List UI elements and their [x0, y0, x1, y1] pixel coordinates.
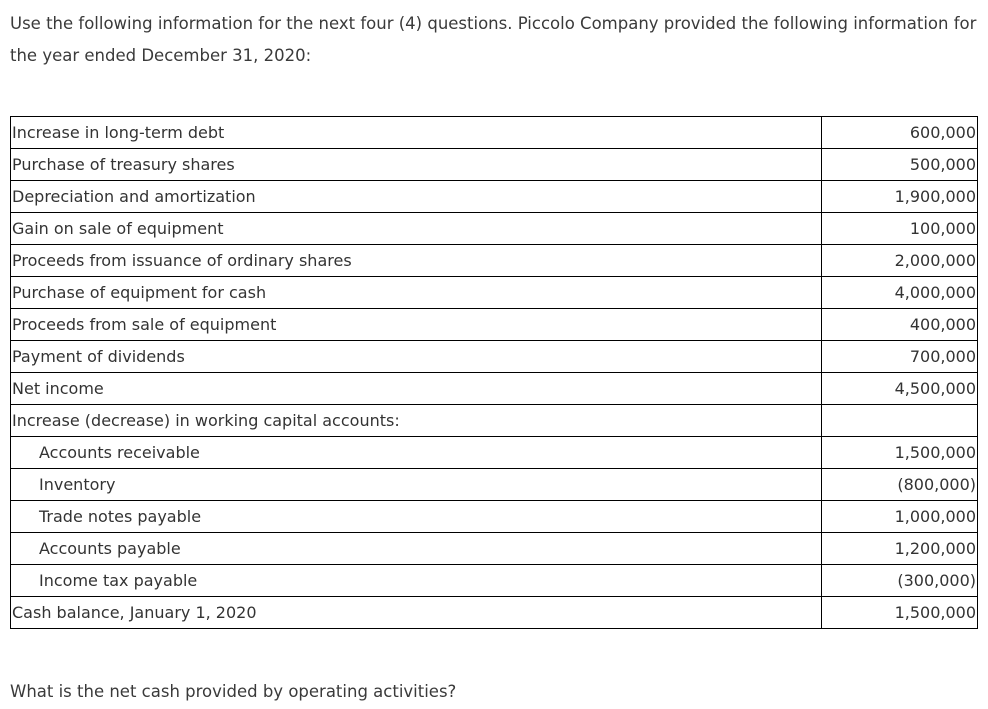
row-value: 1,200,000 — [822, 533, 978, 565]
question-text: What is the net cash provided by operating activities? — [10, 682, 457, 701]
table-row — [11, 277, 978, 309]
table-row-section-header — [11, 405, 978, 437]
row-value: 1,900,000 — [822, 181, 978, 213]
row-value: 400,000 — [822, 309, 978, 341]
intro-line-2: the year ended December 31, 2020: — [10, 46, 312, 65]
row-value: 2,000,000 — [822, 245, 978, 277]
row-label: Income tax payable — [11, 565, 822, 597]
financial-data-table — [10, 116, 978, 629]
row-label: Net income — [11, 373, 822, 405]
row-label: Accounts payable — [11, 533, 822, 565]
row-value: 100,000 — [822, 213, 978, 245]
row-value: (300,000) — [822, 565, 978, 597]
row-label: Depreciation and amortization — [11, 181, 822, 213]
row-label: Proceeds from sale of equipment — [11, 309, 822, 341]
table-row — [11, 533, 978, 565]
table-row — [11, 341, 978, 373]
row-label: Gain on sale of equipment — [11, 213, 822, 245]
row-label: Accounts receivable — [11, 437, 822, 469]
table-row — [11, 469, 978, 501]
intro-line-1: Use the following information for the next four (4) questions. Piccolo Company provided the following information for — [10, 14, 977, 33]
row-label: Increase in long-term debt — [11, 117, 822, 149]
row-label: Purchase of equipment for cash — [11, 277, 822, 309]
row-value: 700,000 — [822, 341, 978, 373]
row-label: Proceeds from issuance of ordinary shares — [11, 245, 822, 277]
row-label: Payment of dividends — [11, 341, 822, 373]
row-value: 1,500,000 — [822, 597, 978, 629]
table-row — [11, 117, 978, 149]
row-value: 600,000 — [822, 117, 978, 149]
table-row — [11, 213, 978, 245]
row-value: (800,000) — [822, 469, 978, 501]
row-value: 4,500,000 — [822, 373, 978, 405]
table-row — [11, 501, 978, 533]
row-label: Trade notes payable — [11, 501, 822, 533]
row-label: Cash balance, January 1, 2020 — [11, 597, 822, 629]
row-value: 4,000,000 — [822, 277, 978, 309]
table-row — [11, 565, 978, 597]
table-row — [11, 309, 978, 341]
row-value: 1,000,000 — [822, 501, 978, 533]
row-label: Purchase of treasury shares — [11, 149, 822, 181]
table-row — [11, 437, 978, 469]
table-row — [11, 181, 978, 213]
table-row — [11, 597, 978, 629]
table-row — [11, 373, 978, 405]
row-value: 1,500,000 — [822, 437, 978, 469]
row-label: Increase (decrease) in working capital accounts: — [11, 405, 822, 437]
row-value — [822, 405, 978, 437]
row-label: Inventory — [11, 469, 822, 501]
table-row — [11, 245, 978, 277]
row-value: 500,000 — [822, 149, 978, 181]
intro-paragraph — [10, 8, 980, 72]
table-row — [11, 149, 978, 181]
